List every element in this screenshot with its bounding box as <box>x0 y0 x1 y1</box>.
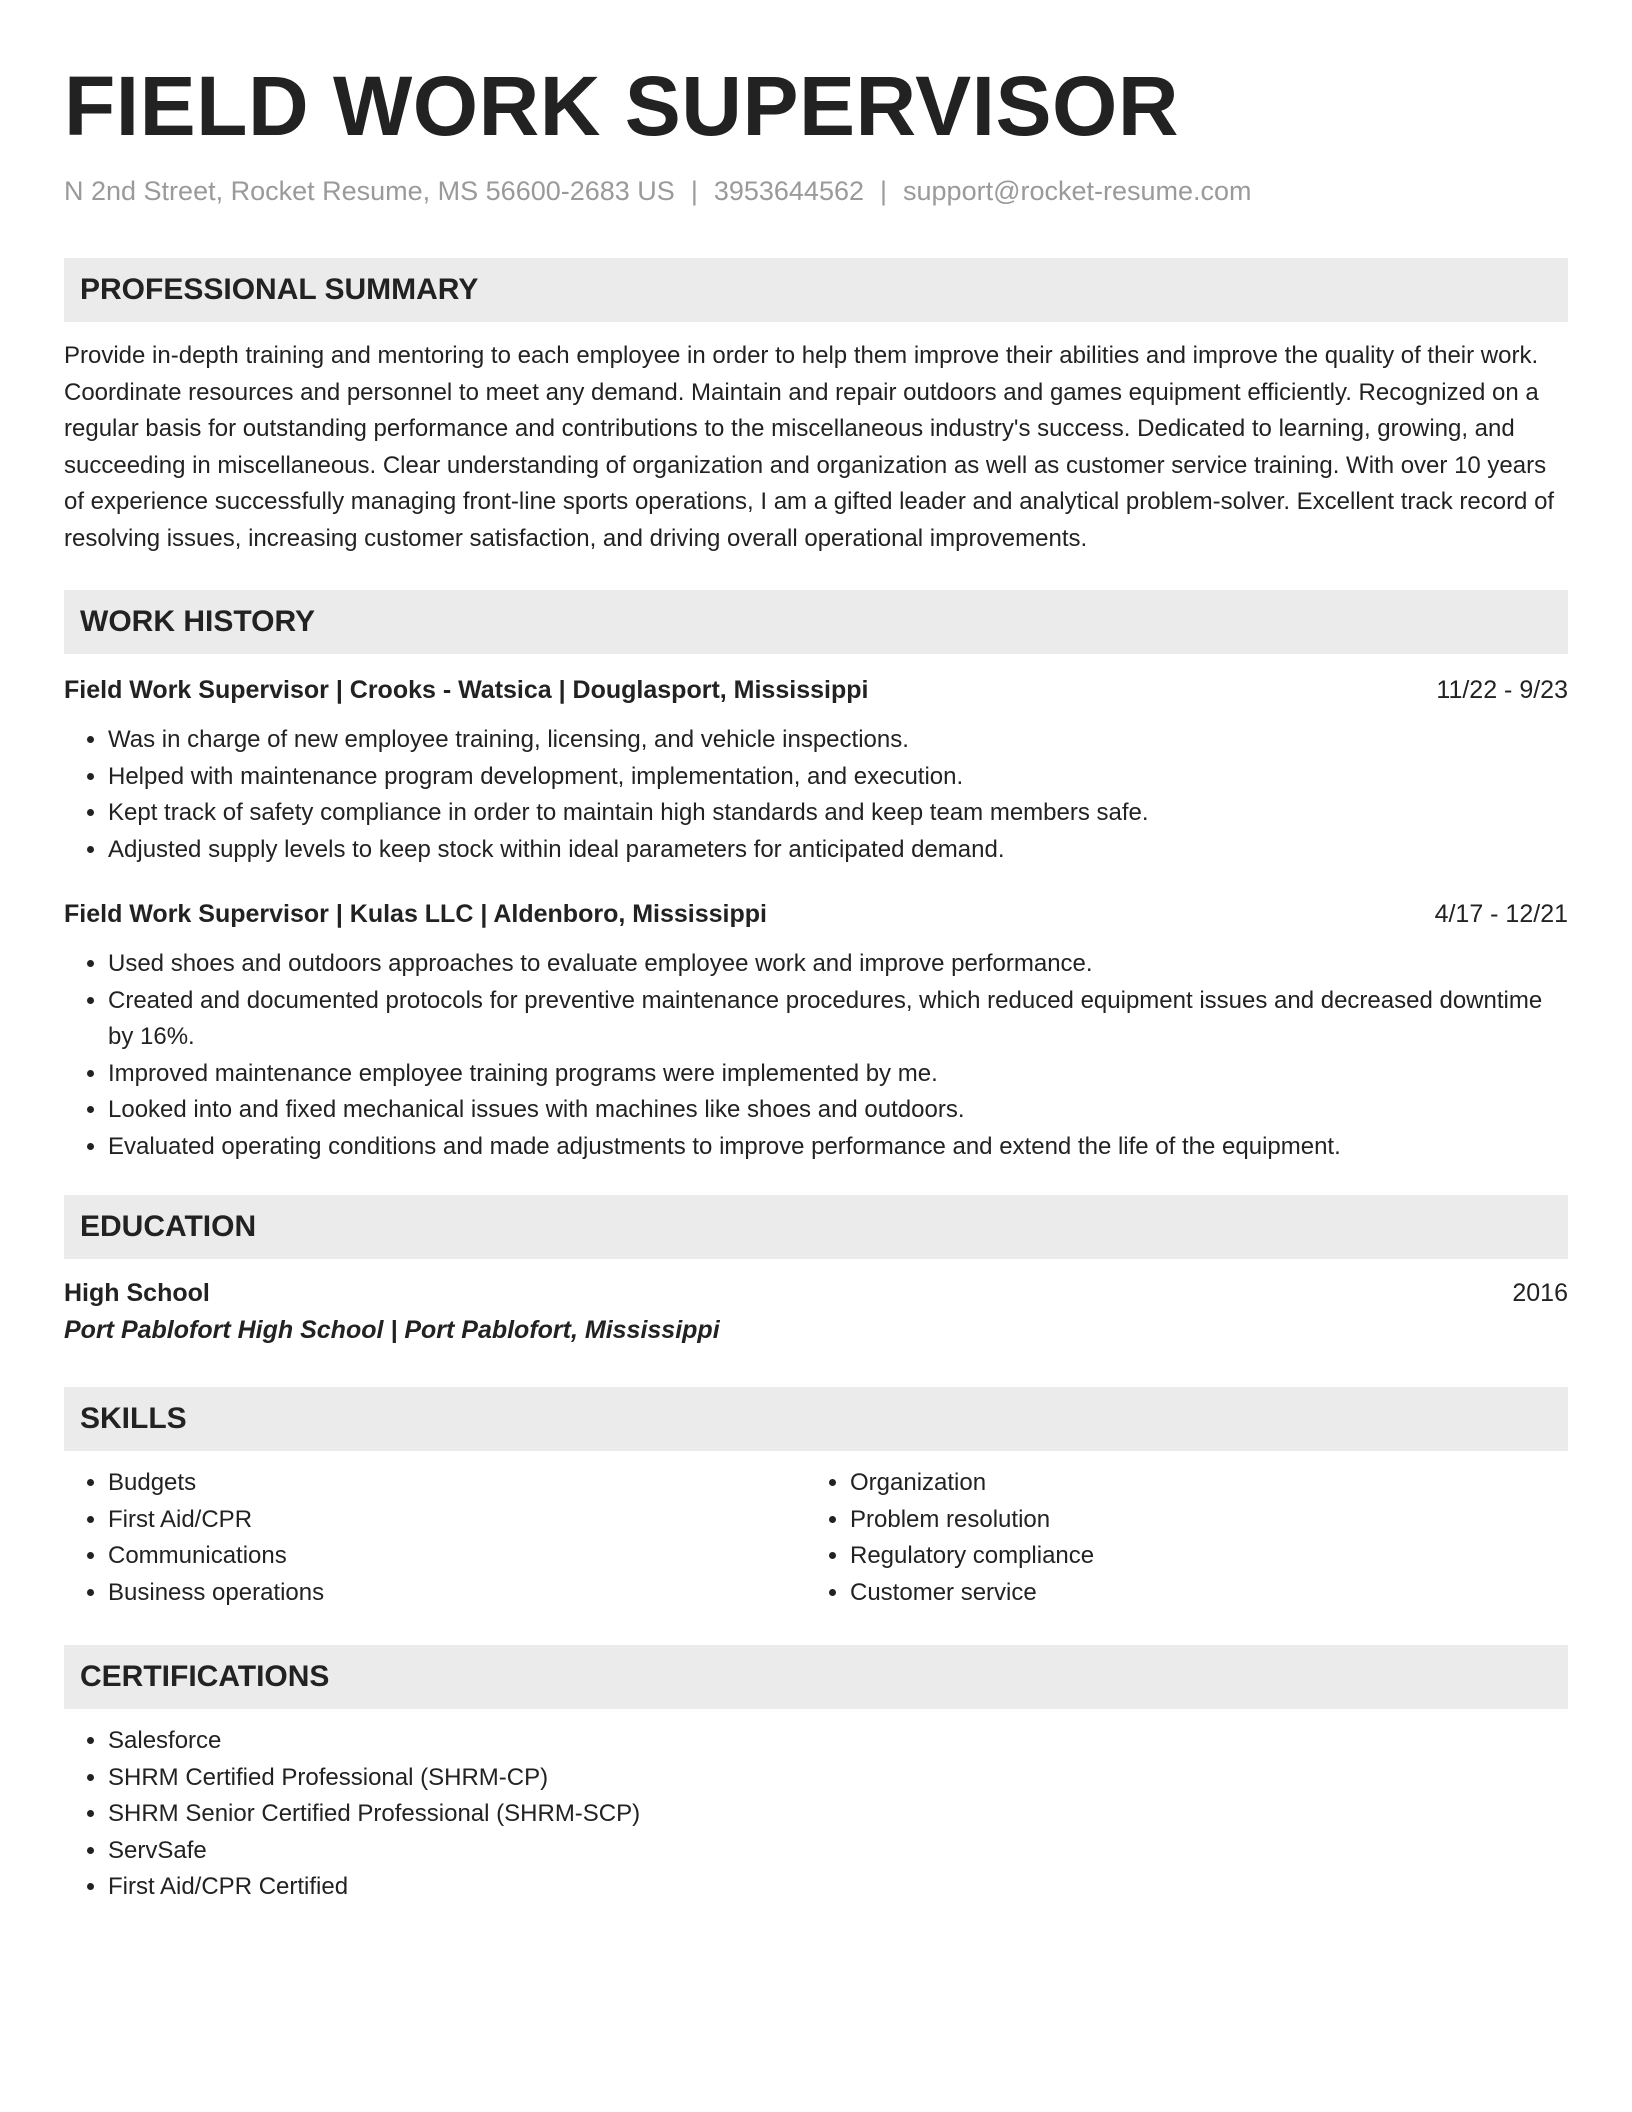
certifications-list <box>64 1723 1568 1906</box>
education-year: 2016 <box>1512 1279 1568 1307</box>
skill-item: • Organization <box>850 1465 1548 1502</box>
education-heading: EDUCATION <box>64 1195 1568 1259</box>
skill-item: • Communications <box>108 1538 806 1575</box>
contact-separator: | <box>690 176 698 206</box>
contact-separator: | <box>880 176 888 206</box>
skills-list-right <box>806 1465 1548 1611</box>
contact-phone: 3953644562 <box>713 176 864 206</box>
certification-item: • ServSafe <box>108 1833 1568 1870</box>
education-entry <box>64 1275 1568 1349</box>
job-entry <box>64 896 1568 1165</box>
skills-heading: SKILLS <box>64 1387 1568 1451</box>
job-bullet: • Used shoes and outdoors approaches to evaluate employee work and improve performance. <box>108 946 1568 983</box>
job-dates: 11/22 - 9/23 <box>1436 676 1568 704</box>
skill-item: • Business operations <box>108 1575 806 1612</box>
job-bullet: • Kept track of safety compliance in order to maintain high standards and keep team members safe. <box>108 795 1568 832</box>
job-bullet: • Created and documented protocols for preventive maintenance procedures, which reduced equipment issues and decreased downtime by 16%. <box>108 983 1568 1056</box>
skill-item: • Regulatory compliance <box>850 1538 1548 1575</box>
skills-list-left <box>64 1465 806 1611</box>
work-history-heading: WORK HISTORY <box>64 590 1568 654</box>
job-dates: 4/17 - 12/21 <box>1434 900 1568 928</box>
candidate-name: FIELD WORK SUPERVISOR <box>64 59 1180 153</box>
job-title: Field Work Supervisor | Kulas LLC | Aldenboro, Mississippi <box>64 900 767 928</box>
certification-item: • First Aid/CPR Certified <box>108 1869 1568 1906</box>
job-bullet: • Looked into and fixed mechanical issues with machines like shoes and outdoors. <box>108 1092 1568 1129</box>
education-header <box>64 1275 1568 1311</box>
skills-columns <box>64 1465 1568 1611</box>
education-school: Port Pablofort High School | Port Pablofort, Mississippi <box>64 1316 720 1344</box>
job-bullet: • Evaluated operating conditions and made adjustments to improve performance and extend the life of the equipment. <box>108 1129 1568 1166</box>
certifications-heading: CERTIFICATIONS <box>64 1645 1568 1709</box>
job-entry <box>64 672 1568 868</box>
job-header <box>64 896 1568 932</box>
job-title: Field Work Supervisor | Crooks - Watsica | Douglasport, Mississippi <box>64 676 869 704</box>
certification-item: • Salesforce <box>108 1723 1568 1760</box>
skill-item: • Budgets <box>108 1465 806 1502</box>
contact-email: support@rocket-resume.com <box>903 176 1252 206</box>
certification-item: • SHRM Senior Certified Professional (SHRM-SCP) <box>108 1796 1568 1833</box>
job-header <box>64 672 1568 708</box>
job-bullets <box>64 722 1568 868</box>
job-bullet: • Adjusted supply levels to keep stock within ideal parameters for anticipated demand. <box>108 832 1568 869</box>
education-degree: High School <box>64 1279 210 1307</box>
summary-heading: PROFESSIONAL SUMMARY <box>64 258 1568 322</box>
contact-address: N 2nd Street, Rocket Resume, MS 56600-2683 US <box>64 176 675 206</box>
skill-item: • Customer service <box>850 1575 1548 1612</box>
contact-line <box>64 174 1568 208</box>
job-bullet: • Improved maintenance employee training programs were implemented by me. <box>108 1056 1568 1093</box>
job-bullet: • Was in charge of new employee training, licensing, and vehicle inspections. <box>108 722 1568 759</box>
certification-item: • SHRM Certified Professional (SHRM-CP) <box>108 1760 1568 1797</box>
job-bullets <box>64 946 1568 1165</box>
summary-text: Provide in-depth training and mentoring to each employee in order to help them improve their abilities and improve the quality of their work. Coordinate resources and personnel to meet any demand. Maintain and repair outdoors and games equipment efficiently. Recognized on a regular basis for outstanding performance and contributions to the miscellaneous industry's success. Dedicated to learning, growing, and succeeding in miscellaneous. Clear understanding of organization and organization as well as customer service training. With over 10 years of experience successfully managing front-line sports operations, I am a gifted leader and analytical problem-solver. Excellent track record of resolving issues, increasing customer satisfaction, and driving overall operational improvements. <box>64 342 1555 552</box>
skill-item: • Problem resolution <box>850 1502 1548 1539</box>
job-bullet: • Helped with maintenance program development, implementation, and execution. <box>108 759 1568 796</box>
skill-item: • First Aid/CPR <box>108 1502 806 1539</box>
